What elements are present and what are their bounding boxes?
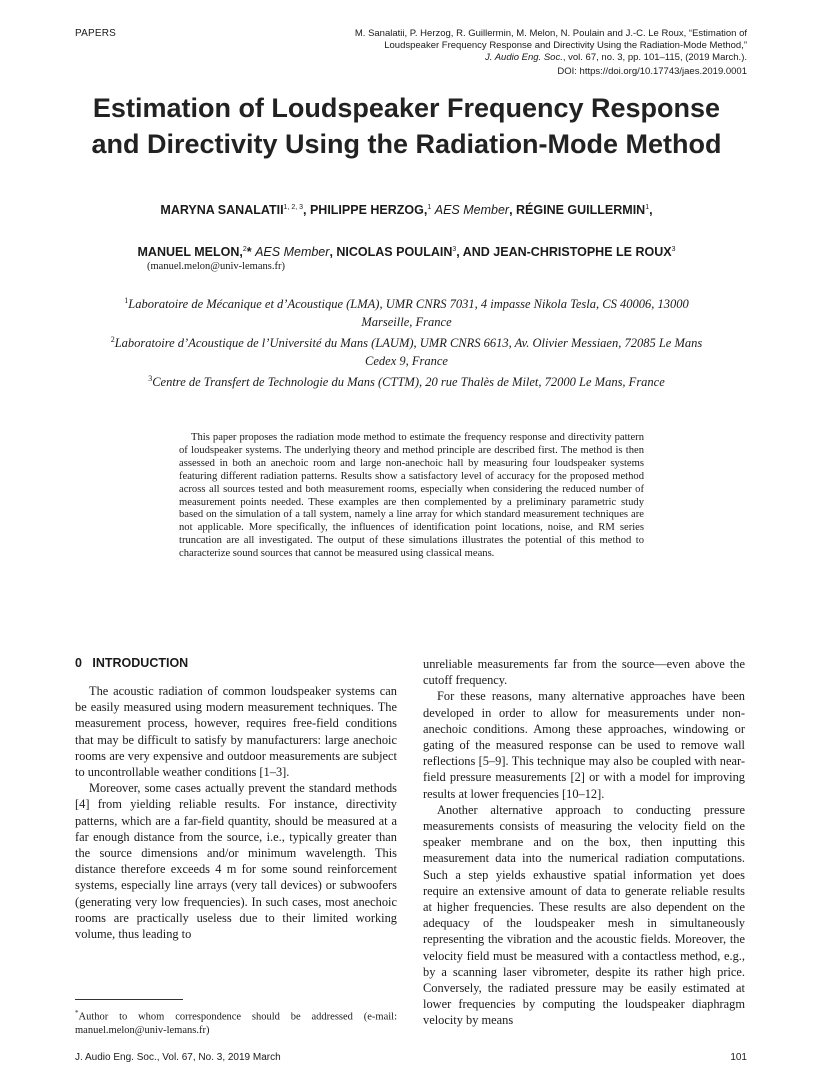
citation-line: Loudspeaker Frequency Response and Directivity Using the Radiation-Mode Method,” <box>384 40 747 51</box>
footnote-mark: * <box>75 1009 79 1017</box>
affiliation-marker: 1 <box>427 203 432 211</box>
author-line-1 <box>40 203 773 217</box>
affiliation-text: Laboratoire de Mécanique et d’Acoustique (LMA), UMR CNRS 7031, 4 impasse Nikola Tesla, CS 40006, 13000 <box>128 297 689 312</box>
affiliation-marker: 3 <box>452 245 457 253</box>
right-column <box>423 656 745 1029</box>
affiliation-marker: 2 <box>242 245 247 253</box>
affiliation-2 <box>60 331 753 353</box>
paper-title <box>40 90 773 162</box>
left-column <box>75 683 397 942</box>
section-heading <box>75 656 188 670</box>
title-line: and Directivity Using the Radiation-Mode Method <box>91 129 722 159</box>
paragraph: Moreover, some cases actually prevent the standard methods [4] from yielding reliable results. For instance, directivity patterns, which are a far-field quantity, should be measured at a far enough distance from the source, i.e., typically greater than the source dimensions and/or minimum wavelength. This distance therefore exceeds 4 m for some sound reinforcement systems, especially line arrays (very tall devices) or subwoofers (generating very low frequencies). In such cases, most anechoic rooms are practically useless due to their limited working volume, thus leading to <box>75 781 397 942</box>
paragraph: The acoustic radiation of common loudspeaker systems can be easily measured using modern measurement techniques. The measurement process, however, requires free-field conditions that may be difficult to satisfy by manufacturers: large anechoic rooms are very expensive and outdoor measurements are subject to uncontrollable weather conditions [1–3]. <box>75 684 397 780</box>
footnote-rule <box>75 999 183 1000</box>
author-separator: , <box>649 203 653 217</box>
author-email[interactable]: (manuel.melon@univ-lemans.fr) <box>147 261 285 272</box>
title-line: Estimation of Loudspeaker Frequency Response <box>92 93 721 123</box>
affiliation-1-cont: Marseille, France <box>361 314 452 329</box>
affiliation-1 <box>60 292 753 314</box>
affiliation-number: 3 <box>148 374 153 384</box>
affiliation-number: 2 <box>110 335 115 345</box>
citation-line <box>355 52 747 64</box>
affiliation-number: 1 <box>124 296 129 305</box>
membership-label: AES Member <box>434 203 510 217</box>
author-name: , RÉGINE GUILLERMIN <box>509 203 646 217</box>
citation-details: , vol. 67, no. 3, pp. 101–115, (2019 March.). <box>562 52 747 63</box>
affiliation-2-cont: Cedex 9, France <box>365 353 448 368</box>
footnote-text: Author to whom correspondence should be addressed (e-mail: manuel.melon@univ-lemans.fr) <box>75 1011 397 1036</box>
author-line-2 <box>40 245 773 259</box>
author-name: MARYNA SANALATII <box>160 203 284 217</box>
affiliation-3 <box>60 370 753 392</box>
citation-line: M. Sanalatii, P. Herzog, R. Guillermin, M. Melon, N. Poulain and J.-C. Le Roux, “Estimation of <box>354 28 747 39</box>
abstract-text: This paper proposes the radiation mode method to estimate the frequency response and directivity pattern of loudspeaker systems. The underlying theory and method principle are described first. The method is then assessed in both an anechoic room and large non-anechoic hall by measuring four loudspeaker systems featuring different radiation patterns. Results show a satisfactory level of accuracy for the proposed method across all sources tested and both measurement rooms, especially when considering the reduced number of measurement points needed. These examples are then complemented by a preliminary parametric study based on the simulation of a tall system, namely a line array for which standard measurement techniques are not applicable. More specifically, the influences of identification point locations, noise, and RM series truncation are all investigated. The output of these simulations illustrates the potential of this method to characterize sound sources that cannot be measured using classical means. <box>179 432 644 560</box>
paragraph: unreliable measurements far from the source—even above the cutoff frequency. <box>423 657 745 688</box>
paragraph: For these reasons, many alternative approaches have been developed in order to allow for measurements under non-anechoic conditions. Among these approaches, windowing or gating of the measured response can be used to remove wall reflections [5–9]. This technique may also be coupled with near-field pressure measurements [2] or with a model for improving results at lower frequencies [10–12]. <box>423 689 745 801</box>
affiliation-marker: 3 <box>671 245 676 253</box>
citation-journal: J. Audio Eng. Soc. <box>485 52 563 63</box>
author-name: MANUEL MELON, <box>137 245 243 259</box>
affiliation-text: Laboratoire d’Acoustique de l’Université du Mans (LAUM), UMR CNRS 6613, Av. Olivier Messiaen, 72085 Le Mans <box>114 336 703 351</box>
affiliations <box>60 292 753 392</box>
footnote <box>75 1007 397 1037</box>
citation-block <box>355 28 747 78</box>
section-number: 0 <box>75 656 82 670</box>
paragraph: Another alternative approach to conducting pressure measurements consists of measuring the velocity field on the speaker membrane and on the box, then inputting this measurement data into the numerical radiation computations. Such a step yields exhaustive spatial information yet does require an extensive amount of data to generate reliable results at higher frequencies. These results are also dependent on the adequacy of the loudspeaker mesh in simultaneously representing the vibration and the acoustic fields. Moreover, the velocity field must be measured with a contactless method, e.g., by a scanning laser vibrometer, despite its rather high price. Conversely, the radiated pressure may be easily estimated at lower frequencies by computing the loudspeaker diaphragm velocity by means <box>423 802 745 1028</box>
author-name: , NICOLAS POULAIN <box>329 245 453 259</box>
affiliation-marker: 1 <box>645 203 650 211</box>
abstract <box>179 432 644 561</box>
affiliation-text: Centre de Transfert de Technologie du Mans (CTTM), 20 rue Thalès de Milet, 72000 Le Mans, France <box>152 375 665 390</box>
running-section-label: PAPERS <box>75 28 117 39</box>
author-name: , AND JEAN-CHRISTOPHE LE ROUX <box>456 245 672 259</box>
page-number: 101 <box>730 1052 747 1063</box>
correspondence-marker: * <box>246 245 252 259</box>
footer-journal: J. Audio Eng. Soc., Vol. 67, No. 3, 2019 March <box>75 1052 281 1063</box>
membership-label: AES Member <box>255 245 330 259</box>
section-title: INTRODUCTION <box>92 656 189 670</box>
author-name: , PHILIPPE HERZOG, <box>303 203 428 217</box>
affiliation-marker: 1, 2, 3 <box>283 203 304 211</box>
doi-link[interactable]: DOI: https://doi.org/10.17743/jaes.2019.0001 <box>557 66 747 77</box>
